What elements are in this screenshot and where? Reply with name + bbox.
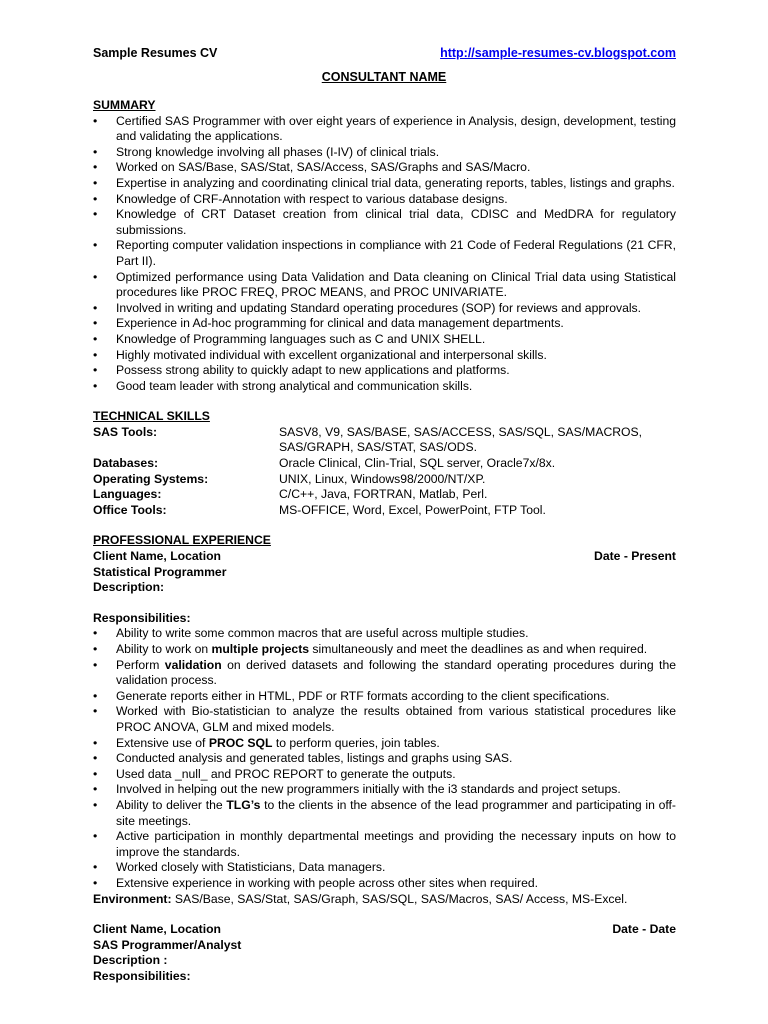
list-item xyxy=(93,829,676,860)
item-text: Expertise in analyzing and coordinating clinical trial data, generating reports, tables, listings and graphs. xyxy=(116,175,675,190)
resume-content xyxy=(93,98,676,984)
job2-responsibilities-label: Responsibilities: xyxy=(93,968,191,983)
skill-label: Databases: xyxy=(93,456,159,471)
item-text: Perform xyxy=(116,657,165,672)
skills-table xyxy=(93,425,676,519)
skill-label: SAS Tools: xyxy=(93,424,158,439)
bullet-icon: • xyxy=(93,875,98,890)
bullet-icon: • xyxy=(93,144,98,159)
bullet-icon: • xyxy=(93,751,98,766)
skill-label: Operating Systems: xyxy=(93,471,209,486)
item-text: Possess strong ability to quickly adapt to new applications and platforms. xyxy=(116,363,510,378)
job2-title: SAS Programmer/Analyst xyxy=(93,937,242,952)
list-item xyxy=(93,876,676,892)
bullet-icon: • xyxy=(93,657,98,672)
list-item xyxy=(93,689,676,705)
item-text: Generate reports either in HTML, PDF or RTF formats according to the client specifications. xyxy=(116,688,610,703)
bullet-icon: • xyxy=(93,331,98,346)
list-item xyxy=(93,751,676,767)
bullet-icon: • xyxy=(93,829,98,844)
item-text: Worked with Bio-statistician to analyze the results obtained from various statistical procedures like PROC ANOVA, GLM and mixed models. xyxy=(116,704,676,734)
bold-text: multiple projects xyxy=(211,642,310,656)
bullet-icon: • xyxy=(93,626,98,641)
skill-row xyxy=(93,425,676,456)
job2-description: Description : xyxy=(93,953,168,968)
job1-client: Client Name, Location xyxy=(93,549,221,564)
summary-heading: SUMMARY xyxy=(93,98,156,112)
item-text: Ability to write some common macros that are useful across multiple studies. xyxy=(116,626,529,641)
item-text: Strong knowledge involving all phases (I-IV) of clinical trials. xyxy=(116,144,440,159)
skill-row xyxy=(93,472,676,488)
bullet-icon: • xyxy=(93,363,98,378)
list-item xyxy=(93,767,676,783)
page-header xyxy=(93,46,676,60)
item-text: Highly motivated individual with excellent organizational and interpersonal skills. xyxy=(116,347,547,362)
list-item xyxy=(93,176,676,192)
header-link[interactable]: http://sample-resumes-cv.blogspot.com xyxy=(440,46,676,60)
item-text: Ability to deliver the xyxy=(116,797,227,812)
job1-responsibilities-label: Responsibilities: xyxy=(93,610,191,625)
bullet-icon: • xyxy=(93,766,98,781)
list-item xyxy=(93,238,676,269)
environment-label: Environment: xyxy=(93,891,172,906)
bullet-icon: • xyxy=(93,316,98,331)
job2-client-row xyxy=(93,922,676,938)
bullet-icon: • xyxy=(93,688,98,703)
list-item xyxy=(93,348,676,364)
list-item xyxy=(93,642,676,658)
item-text: Knowledge of Programming languages such as C and UNIX SHELL. xyxy=(116,331,486,346)
item-text: on derived datasets and following the standard operating procedures during the validation process. xyxy=(116,657,676,688)
skill-value: MS-OFFICE, Word, Excel, PowerPoint, FTP Tool. xyxy=(279,502,546,517)
list-item xyxy=(93,736,676,752)
job1-title: Statistical Programmer xyxy=(93,564,227,579)
item-text: Certified SAS Programmer with over eight years of experience in Analysis, design, development, testing and validating the applications. xyxy=(116,113,676,144)
bullet-icon: • xyxy=(93,207,98,222)
job2-client: Client Name, Location xyxy=(93,922,221,937)
skill-label: Languages: xyxy=(93,487,162,502)
bullet-icon: • xyxy=(93,113,98,128)
list-item xyxy=(93,160,676,176)
list-item xyxy=(93,192,676,208)
item-text: Worked closely with Statisticians, Data managers. xyxy=(116,860,386,875)
skill-value: SASV8, V9, SAS/BASE, SAS/ACCESS, SAS/SQL, SAS/MACROS, SAS/GRAPH, SAS/STAT, SAS/ODS. xyxy=(279,424,643,455)
job1-date: Date - Present xyxy=(594,549,676,564)
bullet-icon: • xyxy=(93,704,98,719)
job1-environment xyxy=(93,892,676,908)
bullet-icon: • xyxy=(93,642,98,656)
bullet-icon: • xyxy=(93,175,98,190)
environment-value: SAS/Base, SAS/Stat, SAS/Graph, SAS/SQL, SAS/Macros, SAS/ Access, MS-Excel. xyxy=(171,891,628,906)
item-text: Knowledge of CRT Dataset creation from clinical trial data, CDISC and MedDRA for regulatory submissions. xyxy=(116,207,676,237)
item-text: Conducted analysis and generated tables, listings and graphs using SAS. xyxy=(116,751,513,766)
list-item xyxy=(93,860,676,876)
bullet-icon: • xyxy=(93,782,98,797)
item-text: Extensive experience in working with people across other sites when required. xyxy=(116,875,539,890)
item-text: to perform queries, join tables. xyxy=(272,735,440,750)
item-text: Good team leader with strong analytical and communication skills. xyxy=(116,378,473,393)
skill-value: Oracle Clinical, Clin-Trial, SQL server, Oracle7x/8x. xyxy=(279,456,556,471)
bullet-icon: • xyxy=(93,238,98,253)
item-text: Ability to work on xyxy=(116,642,212,656)
list-item xyxy=(93,782,676,798)
job1-responsibilities-list xyxy=(93,626,676,891)
item-text: Optimized performance using Data Validation and Data cleaning on Clinical Trial data using Statistical procedures like PROC FREQ, PROC MEANS, and PROC UNIVARIATE. xyxy=(116,269,676,300)
list-item xyxy=(93,658,676,689)
job1-client-row xyxy=(93,549,676,565)
item-text: Involved in helping out the new programmers initially with the i3 standards and project setups. xyxy=(116,782,621,797)
list-item xyxy=(93,798,676,829)
list-item xyxy=(93,270,676,301)
list-item xyxy=(93,301,676,317)
list-item xyxy=(93,363,676,379)
item-text: Knowledge of CRF-Annotation with respect to various database designs. xyxy=(116,191,508,206)
list-item xyxy=(93,332,676,348)
professional-experience-heading: PROFESSIONAL EXPERIENCE xyxy=(93,533,271,548)
item-text: Extensive use of xyxy=(116,735,209,750)
bold-text: TLG’s xyxy=(226,797,261,812)
item-text: Active participation in monthly departmental meetings and providing the necessary inputs on how to improve the standards. xyxy=(116,829,676,859)
skill-row xyxy=(93,487,676,503)
bullet-icon: • xyxy=(93,860,98,875)
item-text: Involved in writing and updating Standard operating procedures (SOP) for reviews and approvals. xyxy=(116,300,642,315)
skill-row xyxy=(93,503,676,519)
header-title: Sample Resumes CV xyxy=(93,46,218,60)
list-item xyxy=(93,316,676,332)
bullet-icon: • xyxy=(93,269,98,284)
bullet-icon: • xyxy=(93,735,98,750)
list-item xyxy=(93,114,676,145)
list-item xyxy=(93,626,676,642)
technical-skills-heading: TECHNICAL SKILLS xyxy=(93,409,210,424)
item-text: simultaneously and meet the deadlines as and when required. xyxy=(309,642,648,656)
list-item xyxy=(93,145,676,161)
job1-description: Description: xyxy=(93,580,165,595)
list-item xyxy=(93,704,676,735)
bold-text: validation xyxy=(164,657,222,672)
item-text: Reporting computer validation inspections in compliance with 21 Code of Federal Regulations (21 CFR, Part II). xyxy=(116,238,676,268)
bullet-icon: • xyxy=(93,378,98,393)
item-text: Worked on SAS/Base, SAS/Stat, SAS/Access, SAS/Graphs and SAS/Macro. xyxy=(116,160,531,175)
bold-text: PROC SQL xyxy=(208,735,273,750)
skill-value: UNIX, Linux, Windows98/2000/NT/XP. xyxy=(279,471,486,486)
skill-label: Office Tools: xyxy=(93,502,167,517)
item-text: Experience in Ad-hoc programming for clinical and data management departments. xyxy=(116,316,564,331)
bullet-icon: • xyxy=(93,300,98,315)
bullet-icon: • xyxy=(93,160,98,175)
summary-list xyxy=(93,114,676,395)
bullet-icon: • xyxy=(93,191,98,206)
list-item xyxy=(93,379,676,395)
bullet-icon: • xyxy=(93,797,98,812)
item-text: Used data _null_ and PROC REPORT to generate the outputs. xyxy=(116,766,456,781)
item-text: to the clients in the absence of the lead programmer and participating in off-site meetings. xyxy=(116,797,676,828)
consultant-name: CONSULTANT NAME xyxy=(321,70,447,84)
bullet-icon: • xyxy=(93,347,98,362)
skill-value: C/C++, Java, FORTRAN, Matlab, Perl. xyxy=(279,487,488,502)
job2-date: Date - Date xyxy=(612,922,676,937)
skill-row xyxy=(93,456,676,472)
list-item xyxy=(93,207,676,238)
